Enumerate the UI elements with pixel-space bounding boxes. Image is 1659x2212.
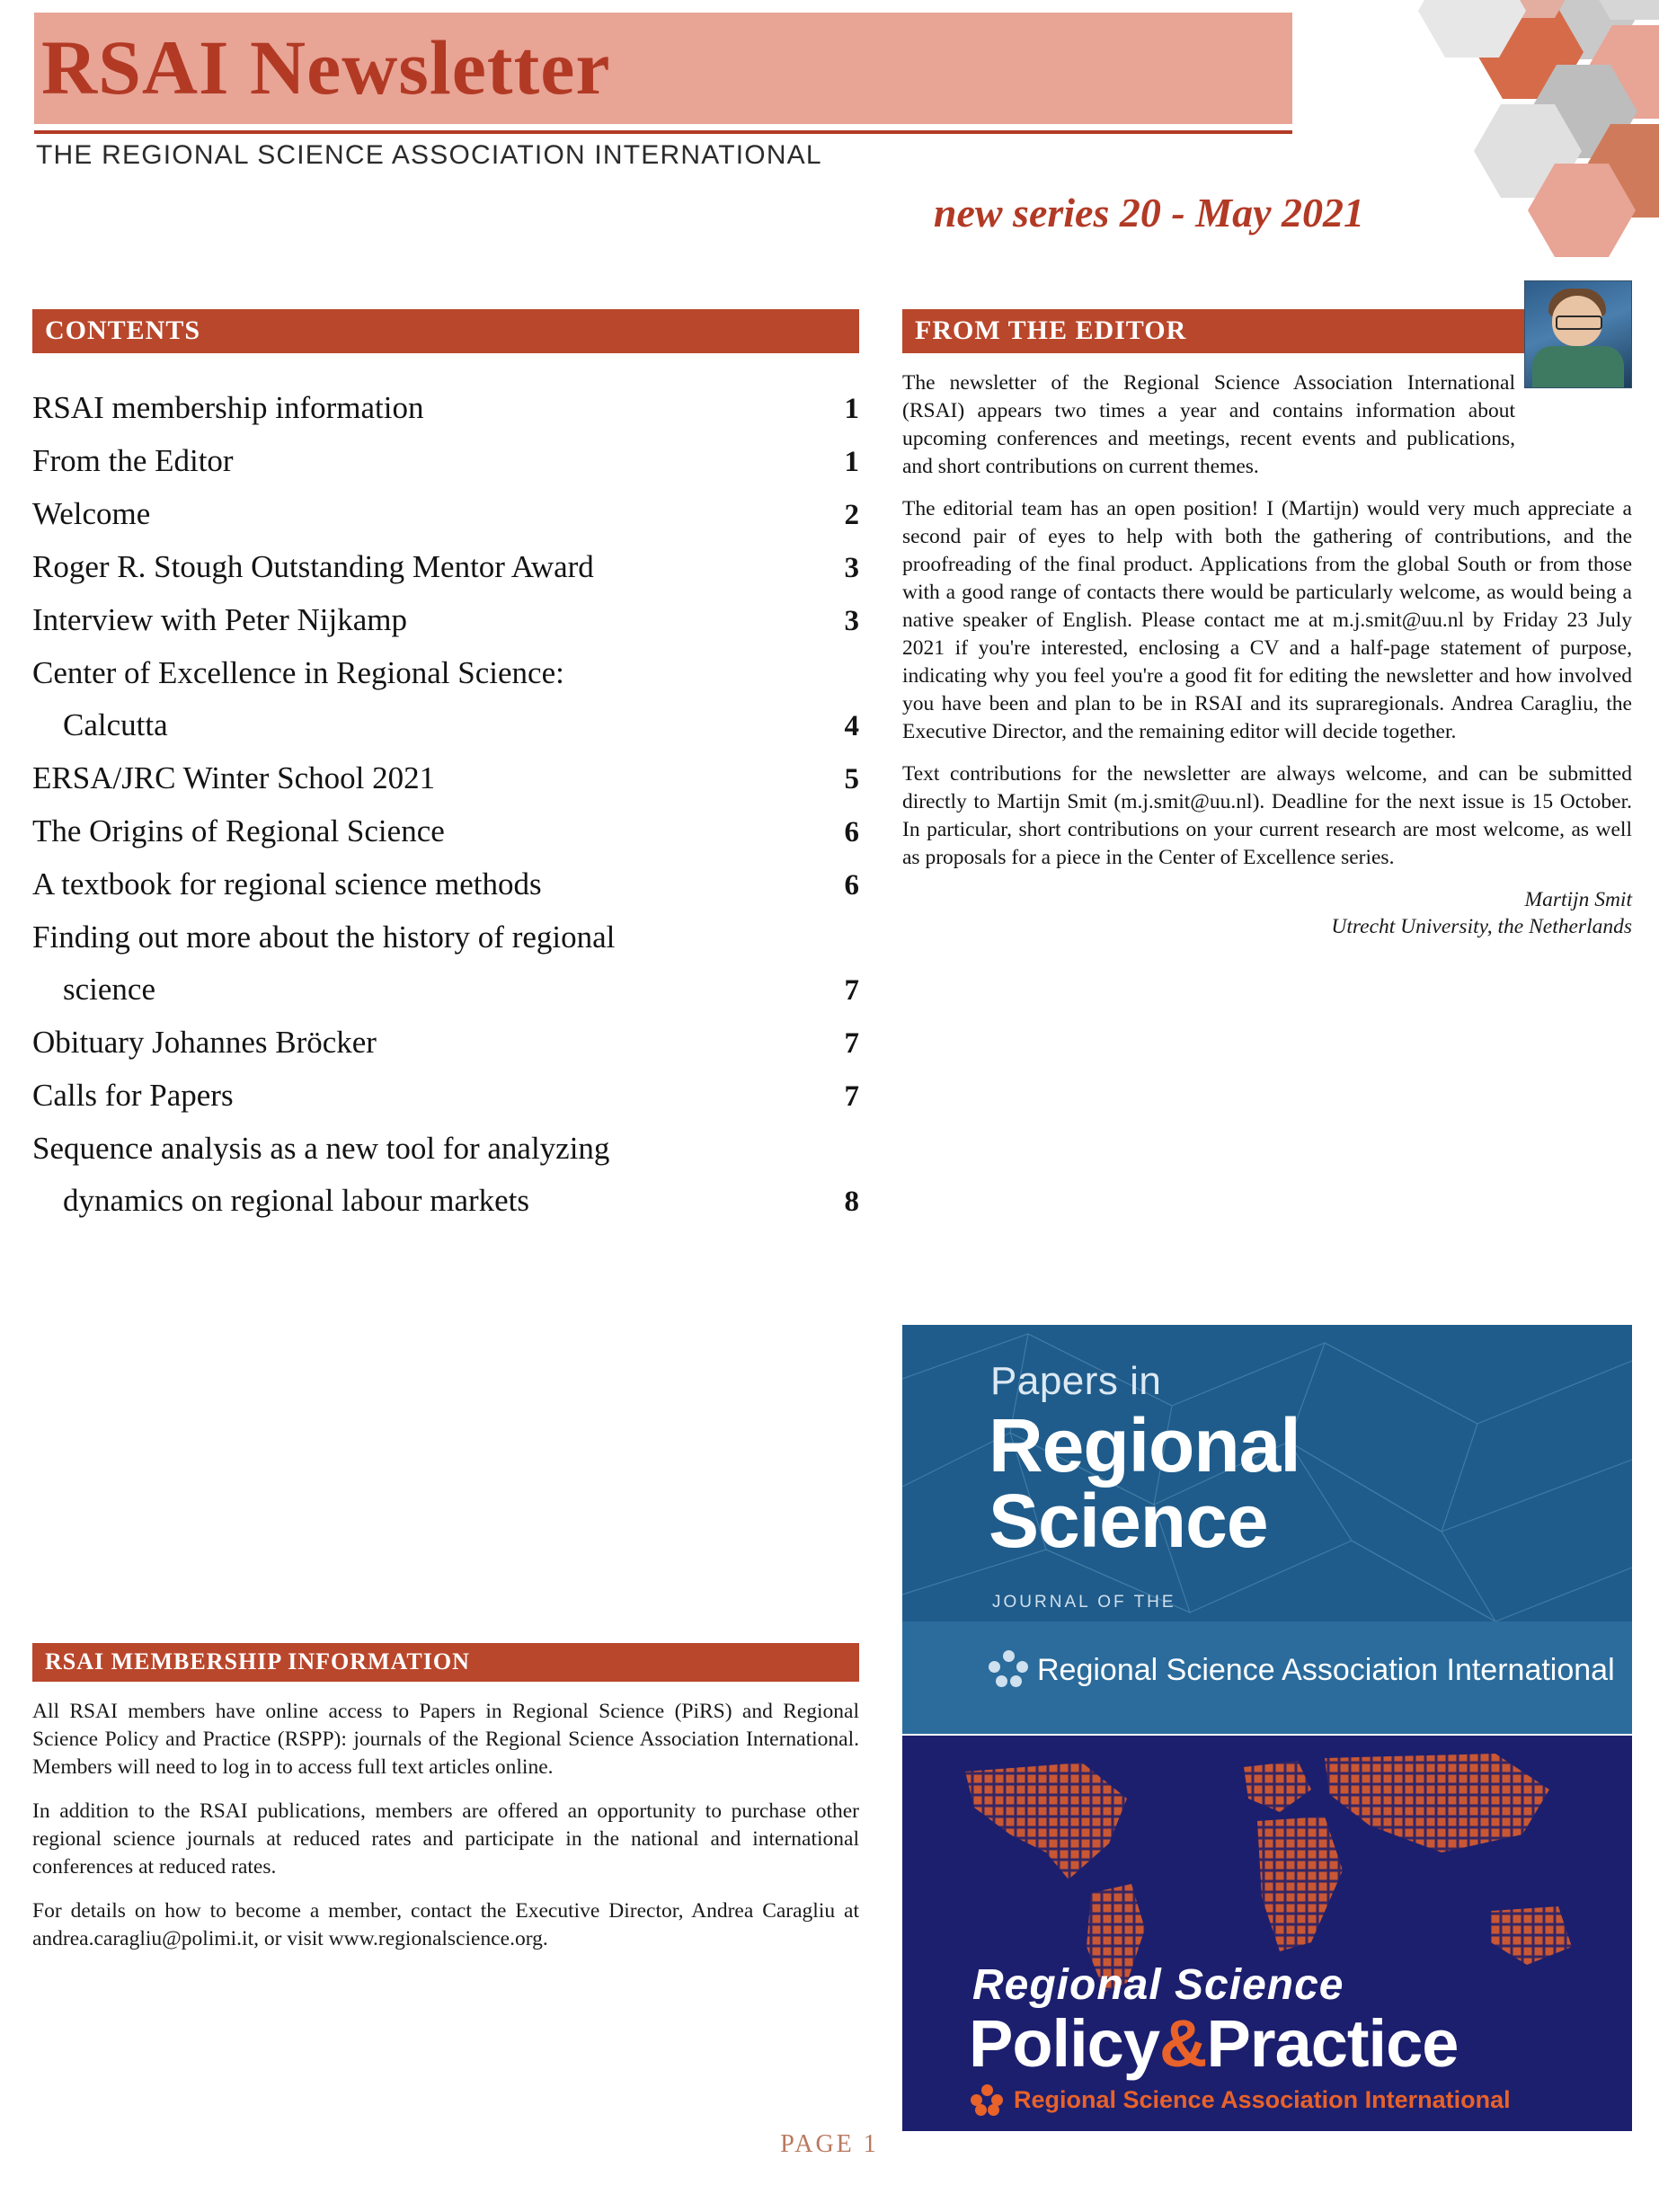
cover-ampersand: & [1159, 2006, 1207, 2081]
toc-page: 3 [844, 605, 859, 637]
toc-title: Calcutta [63, 707, 168, 742]
toc-row[interactable] [32, 858, 859, 911]
toc-title: The Origins of Regional Science [32, 813, 445, 848]
cover-title-line2: Science [989, 1479, 1268, 1563]
membership-paragraph: For details on how to become a member, contact the Executive Director, Andrea Caragliu at andrea.caragliu@polimi.it, or visit www.regionalscience.org. [32, 1899, 859, 1950]
membership-paragraph: In addition to the RSAI publications, members are offered an opportunity to purchase other regional science journals at reduced rates and participate in the national and international conferences at reduced rates. [32, 1799, 859, 1879]
membership-paragraph: All RSAI members have online access to Papers in Regional Science (PiRS) and Regional Science Policy and Practice (RSPP): journals of the Regional Science Association International. Members will need to log in to access full text articles online. [32, 1700, 859, 1779]
toc-page: 4 [844, 710, 859, 742]
cover-practice-word: Practice [1206, 2006, 1459, 2081]
masthead-subtitle: THE REGIONAL SCIENCE ASSOCIATION INTERNATIONAL [36, 140, 822, 170]
editor-signature [902, 886, 1632, 940]
cover-title-line1: Regional [989, 1403, 1300, 1488]
hexagon-decoration [1300, 0, 1659, 270]
toc-row[interactable] [32, 382, 859, 435]
toc-page: 6 [844, 816, 859, 848]
toc-title: Interview with Peter Nijkamp [32, 602, 407, 637]
toc-title: Roger R. Stough Outstanding Mentor Award [32, 549, 594, 584]
toc-row[interactable] [32, 435, 859, 488]
masthead [0, 0, 1659, 270]
toc-page: 8 [844, 1186, 859, 1218]
toc-title: ERSA/JRC Winter School 2021 [32, 760, 436, 795]
membership-heading: RSAI MEMBERSHIP INFORMATION [32, 1643, 859, 1682]
cover-kicker: Papers in [990, 1359, 1162, 1403]
rsai-logo-icon [989, 1650, 1028, 1690]
toc-title: Sequence analysis as a new tool for analyzing [32, 1131, 610, 1166]
toc-page: 3 [844, 552, 859, 584]
cover-policy-word: Policy [969, 2006, 1159, 2081]
toc-page: 7 [844, 1027, 859, 1060]
toc-row[interactable] [32, 911, 859, 964]
editor-body [902, 369, 1632, 872]
toc-row[interactable] [32, 1070, 859, 1123]
toc-title: Obituary Johannes Bröcker [32, 1025, 377, 1060]
cover-title-policy-practice [969, 2005, 1458, 2082]
page-title: RSAI Newsletter [41, 24, 611, 111]
contents-heading: CONTENTS [32, 309, 859, 353]
journal-covers [902, 1325, 1632, 2131]
toc-title: dynamics on regional labour markets [63, 1183, 530, 1218]
editor-signature-name: Martijn Smit [1524, 888, 1632, 911]
page-footer: PAGE 1 [780, 2130, 879, 2158]
editor-portrait-image [1524, 280, 1632, 388]
toc-page: 2 [844, 499, 859, 531]
cover-association-name: Regional Science Association International [1014, 2086, 1511, 2113]
table-of-contents [32, 382, 859, 1228]
toc-row[interactable] [32, 594, 859, 647]
toc-row[interactable] [32, 1175, 859, 1228]
membership-block [32, 1643, 859, 1969]
regional-science-policy-practice-cover [902, 1736, 1632, 2131]
rsai-flower-icon [971, 2084, 1003, 2115]
contents-column [32, 309, 859, 1228]
toc-row[interactable] [32, 752, 859, 805]
toc-row[interactable] [32, 699, 859, 752]
toc-row[interactable] [32, 541, 859, 594]
toc-row[interactable] [32, 1017, 859, 1070]
toc-page: 7 [844, 974, 859, 1007]
toc-page: 7 [844, 1080, 859, 1113]
editor-paragraph: Text contributions for the newsletter are always welcome, and can be submitted directly to Martijn Smit (m.j.smit@uu.nl). Deadline for the next issue is 15 October. In particular, short contributions on your current research are most welcome, as well as proposals for a piece in the Center of Excellence series. [902, 762, 1632, 869]
toc-row[interactable] [32, 964, 859, 1017]
toc-title: A textbook for regional science methods [32, 866, 542, 902]
editor-paragraph: The editorial team has an open position! I (Martijn) would very much appreciate a second pair of eyes to help with both the gathering of contributions, and the proofreading of the final product. Applications from the global South or from those with a good range of contacts there would be particularly welcome, as would being a native speaker of English. Please contact me at m.j.smit@uu.nl by Friday 23 July 2021 if you're interested, enclosing a CV and a half-page statement of purpose, indicating why you feel you're a good fit for editing the newsletter and how involved you have been and plan to be in RSAI and its supraregionals. Andrea Caragliu, the Executive Director, and the remaining editor will decide together. [902, 497, 1632, 743]
cover-journal-of-label: JOURNAL OF THE [992, 1593, 1176, 1612]
title-rule [34, 130, 1292, 134]
toc-title: science [63, 972, 155, 1007]
cover-association-name: Regional Science Association International [1037, 1653, 1615, 1687]
toc-page: 1 [844, 393, 859, 425]
toc-title: Center of Excellence in Regional Science: [32, 655, 564, 690]
toc-title: Welcome [32, 496, 151, 531]
toc-page: 6 [844, 869, 859, 902]
toc-page: 5 [844, 763, 859, 795]
membership-body [32, 1698, 859, 1953]
toc-title: Finding out more about the history of regional [32, 919, 616, 955]
editor-column [902, 309, 1632, 940]
papers-in-regional-science-cover [902, 1325, 1632, 1734]
editor-paragraph: The newsletter of the Regional Science Association International (RSAI) appears two times a year and contains information about upcoming conferences and meetings, recent events and publications, and short contributions on current themes. [902, 371, 1515, 478]
toc-row[interactable] [32, 805, 859, 858]
toc-row[interactable] [32, 488, 859, 541]
toc-row[interactable] [32, 1123, 859, 1175]
toc-title: RSAI membership information [32, 390, 424, 425]
editor-heading: FROM THE EDITOR [902, 309, 1632, 353]
issue-label: new series 20 - May 2021 [933, 190, 1364, 235]
editor-signature-affiliation: Utrecht University, the Netherlands [1331, 915, 1632, 938]
cover-title-regional-science: Regional Science [972, 1961, 1344, 2009]
toc-page: 1 [844, 446, 859, 478]
toc-title: Calls for Papers [32, 1078, 234, 1113]
toc-row[interactable] [32, 647, 859, 699]
toc-title: From the Editor [32, 443, 234, 478]
